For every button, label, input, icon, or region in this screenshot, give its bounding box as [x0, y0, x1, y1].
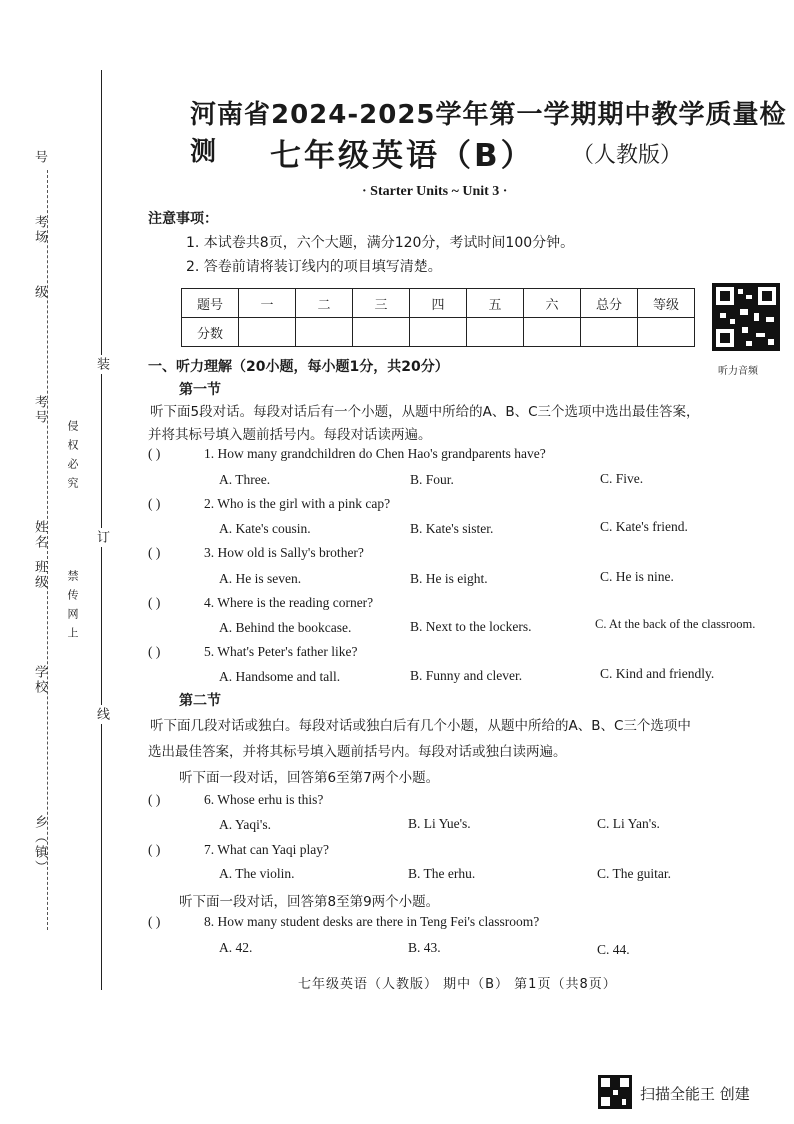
score-header-cell: 六 [524, 289, 581, 318]
option-c: C. 44. [597, 942, 630, 957]
score-input-cell[interactable] [239, 318, 296, 347]
score-header-cell: 题号 [182, 289, 239, 318]
option-c: C. Kind and friendly. [600, 666, 715, 681]
answer-bracket[interactable]: ( ) [148, 792, 161, 807]
exam-title-edition: （人教版） [572, 143, 683, 168]
notice-item-2: 2. 答卷前请将装订线内的项目填写清楚。 [186, 259, 442, 275]
question-stem: 6. Whose erhu is this? [204, 792, 324, 807]
score-header-cell: 二 [296, 289, 353, 318]
option-c: C. Kate's friend. [600, 519, 688, 534]
score-input-cell[interactable] [410, 318, 467, 347]
answer-bracket[interactable]: ( ) [148, 446, 161, 461]
score-header-cell: 四 [410, 289, 467, 318]
score-row-label: 分数 [182, 318, 239, 347]
score-table [181, 288, 695, 347]
qr-caption: 听力音频 [718, 366, 758, 377]
exam-title-line: 河南省2024-2025学年第一学期期中教学质量检测 [190, 100, 787, 167]
option-b: B. The erhu. [408, 866, 476, 881]
option-c: C. Five. [600, 471, 644, 486]
margin-label-name: 姓名 [32, 520, 47, 550]
exam-title-main: 七年级英语（B） [270, 138, 535, 174]
question-stem: 3. How old is Sally's brother? [204, 545, 364, 560]
answer-bracket[interactable]: ( ) [148, 595, 161, 610]
option-b: B. He is eight. [410, 571, 488, 586]
option-c: C. Li Yan's. [597, 816, 660, 831]
score-input-cell[interactable] [353, 318, 410, 347]
option-c: C. He is nine. [600, 569, 674, 584]
binding-mark-xian: 线 [94, 707, 109, 722]
margin-label-grade-top: 级 [32, 285, 47, 300]
notice-item-1: 1. 本试卷共8页，六个大题，满分120分，考试时间100分钟。 [186, 235, 575, 251]
option-a: A. Yaqi's. [219, 817, 271, 832]
page-footer: 七年级英语（人教版） 期中（B） 第1页（共8页） [298, 977, 617, 992]
exam-subtitle: · Starter Units ~ Unit 3 · [362, 184, 508, 199]
listening-audio-qr-icon[interactable] [712, 283, 780, 351]
score-input-cell[interactable] [467, 318, 524, 347]
answer-bracket[interactable]: ( ) [148, 644, 161, 659]
option-c: C. The guitar. [597, 866, 671, 881]
question-stem: 7. What can Yaqi play? [204, 842, 329, 857]
margin-label-town: 乡（镇） [32, 815, 47, 875]
part1-heading: 第一节 [179, 382, 221, 398]
score-table-score-row [182, 318, 695, 347]
option-b: B. 43. [408, 940, 441, 955]
option-a: A. The violin. [219, 866, 295, 881]
score-input-cell[interactable] [638, 318, 695, 347]
scanner-qr-icon [598, 1075, 632, 1109]
option-b: B. Four. [410, 472, 454, 487]
option-a: A. He is seven. [219, 571, 302, 586]
no-upload-notice: 禁传网上 [66, 570, 79, 646]
score-header-cell: 一 [239, 289, 296, 318]
score-header-cell: 总分 [581, 289, 638, 318]
score-table-header-row [182, 289, 695, 318]
option-a: A. 42. [219, 940, 253, 955]
question-stem: 4. Where is the reading corner? [204, 595, 374, 610]
score-header-cell: 三 [353, 289, 410, 318]
part2-heading: 第二节 [179, 693, 221, 709]
option-c: C. At the back of the classroom. [595, 617, 756, 631]
option-b: B. Next to the lockers. [410, 619, 532, 634]
option-a: A. Kate's cousin. [219, 521, 311, 536]
answer-bracket[interactable]: ( ) [148, 496, 161, 511]
score-input-cell[interactable] [581, 318, 638, 347]
dialog-intro: 听下面一段对话，回答第6至第7两个小题。 [179, 770, 440, 786]
question-stem: 5. What's Peter's father like? [204, 644, 358, 659]
answer-bracket[interactable]: ( ) [148, 545, 161, 560]
margin-label-school: 学校 [32, 665, 47, 695]
margin-label-number: 号 [32, 150, 47, 165]
score-input-cell[interactable] [296, 318, 353, 347]
option-b: B. Kate's sister. [410, 521, 494, 536]
copyright-notice: 侵权必究 [66, 420, 79, 496]
binding-mark-ding: 订 [94, 530, 109, 545]
notice-heading: 注意事项： [148, 211, 218, 227]
part2-instruction-1: 听下面几段对话或独白。每段对话或独白后有几个小题，从题中所给的A、B、C三个选项中 [150, 718, 691, 734]
score-input-cell[interactable] [524, 318, 581, 347]
scanner-watermark: 扫描全能王 创建 [640, 1085, 750, 1103]
part1-instruction-2: 并将其标号填入题前括号内。每段对话读两遍。 [148, 427, 432, 443]
question-stem: 1. How many grandchildren do Chen Hao's grandparents have? [204, 446, 546, 461]
option-a: A. Handsome and tall. [219, 669, 341, 684]
score-header-cell: 等级 [638, 289, 695, 318]
part1-instruction-1: 听下面5段对话。每段对话后有一个小题，从题中所给的A、B、C三个选项中选出最佳答案， [150, 404, 700, 420]
answer-bracket[interactable]: ( ) [148, 842, 161, 857]
part2-instruction-2: 选出最佳答案，并将其标号填入题前括号内。每段对话或独白读两遍。 [148, 744, 567, 760]
margin-label-class: 班级 [32, 560, 47, 590]
question-stem: 2. Who is the girl with a pink cap? [204, 496, 391, 511]
option-a: A. Behind the bookcase. [219, 620, 352, 635]
margin-label-room: 考场 [32, 215, 47, 245]
question-stem: 8. How many student desks are there in Teng Fei's classroom? [204, 914, 540, 929]
option-b: B. Li Yue's. [408, 816, 471, 831]
dialog-intro: 听下面一段对话，回答第8至第9两个小题。 [179, 894, 440, 910]
score-header-cell: 五 [467, 289, 524, 318]
option-a: A. Three. [219, 472, 271, 487]
option-b: B. Funny and clever. [410, 668, 523, 683]
answer-bracket[interactable]: ( ) [148, 914, 161, 929]
binding-mark-zhuang: 装 [94, 357, 109, 372]
margin-label-exam-number: 考号 [32, 395, 47, 425]
section-heading: 一、听力理解（20小题，每小题1分，共20分） [148, 359, 449, 375]
